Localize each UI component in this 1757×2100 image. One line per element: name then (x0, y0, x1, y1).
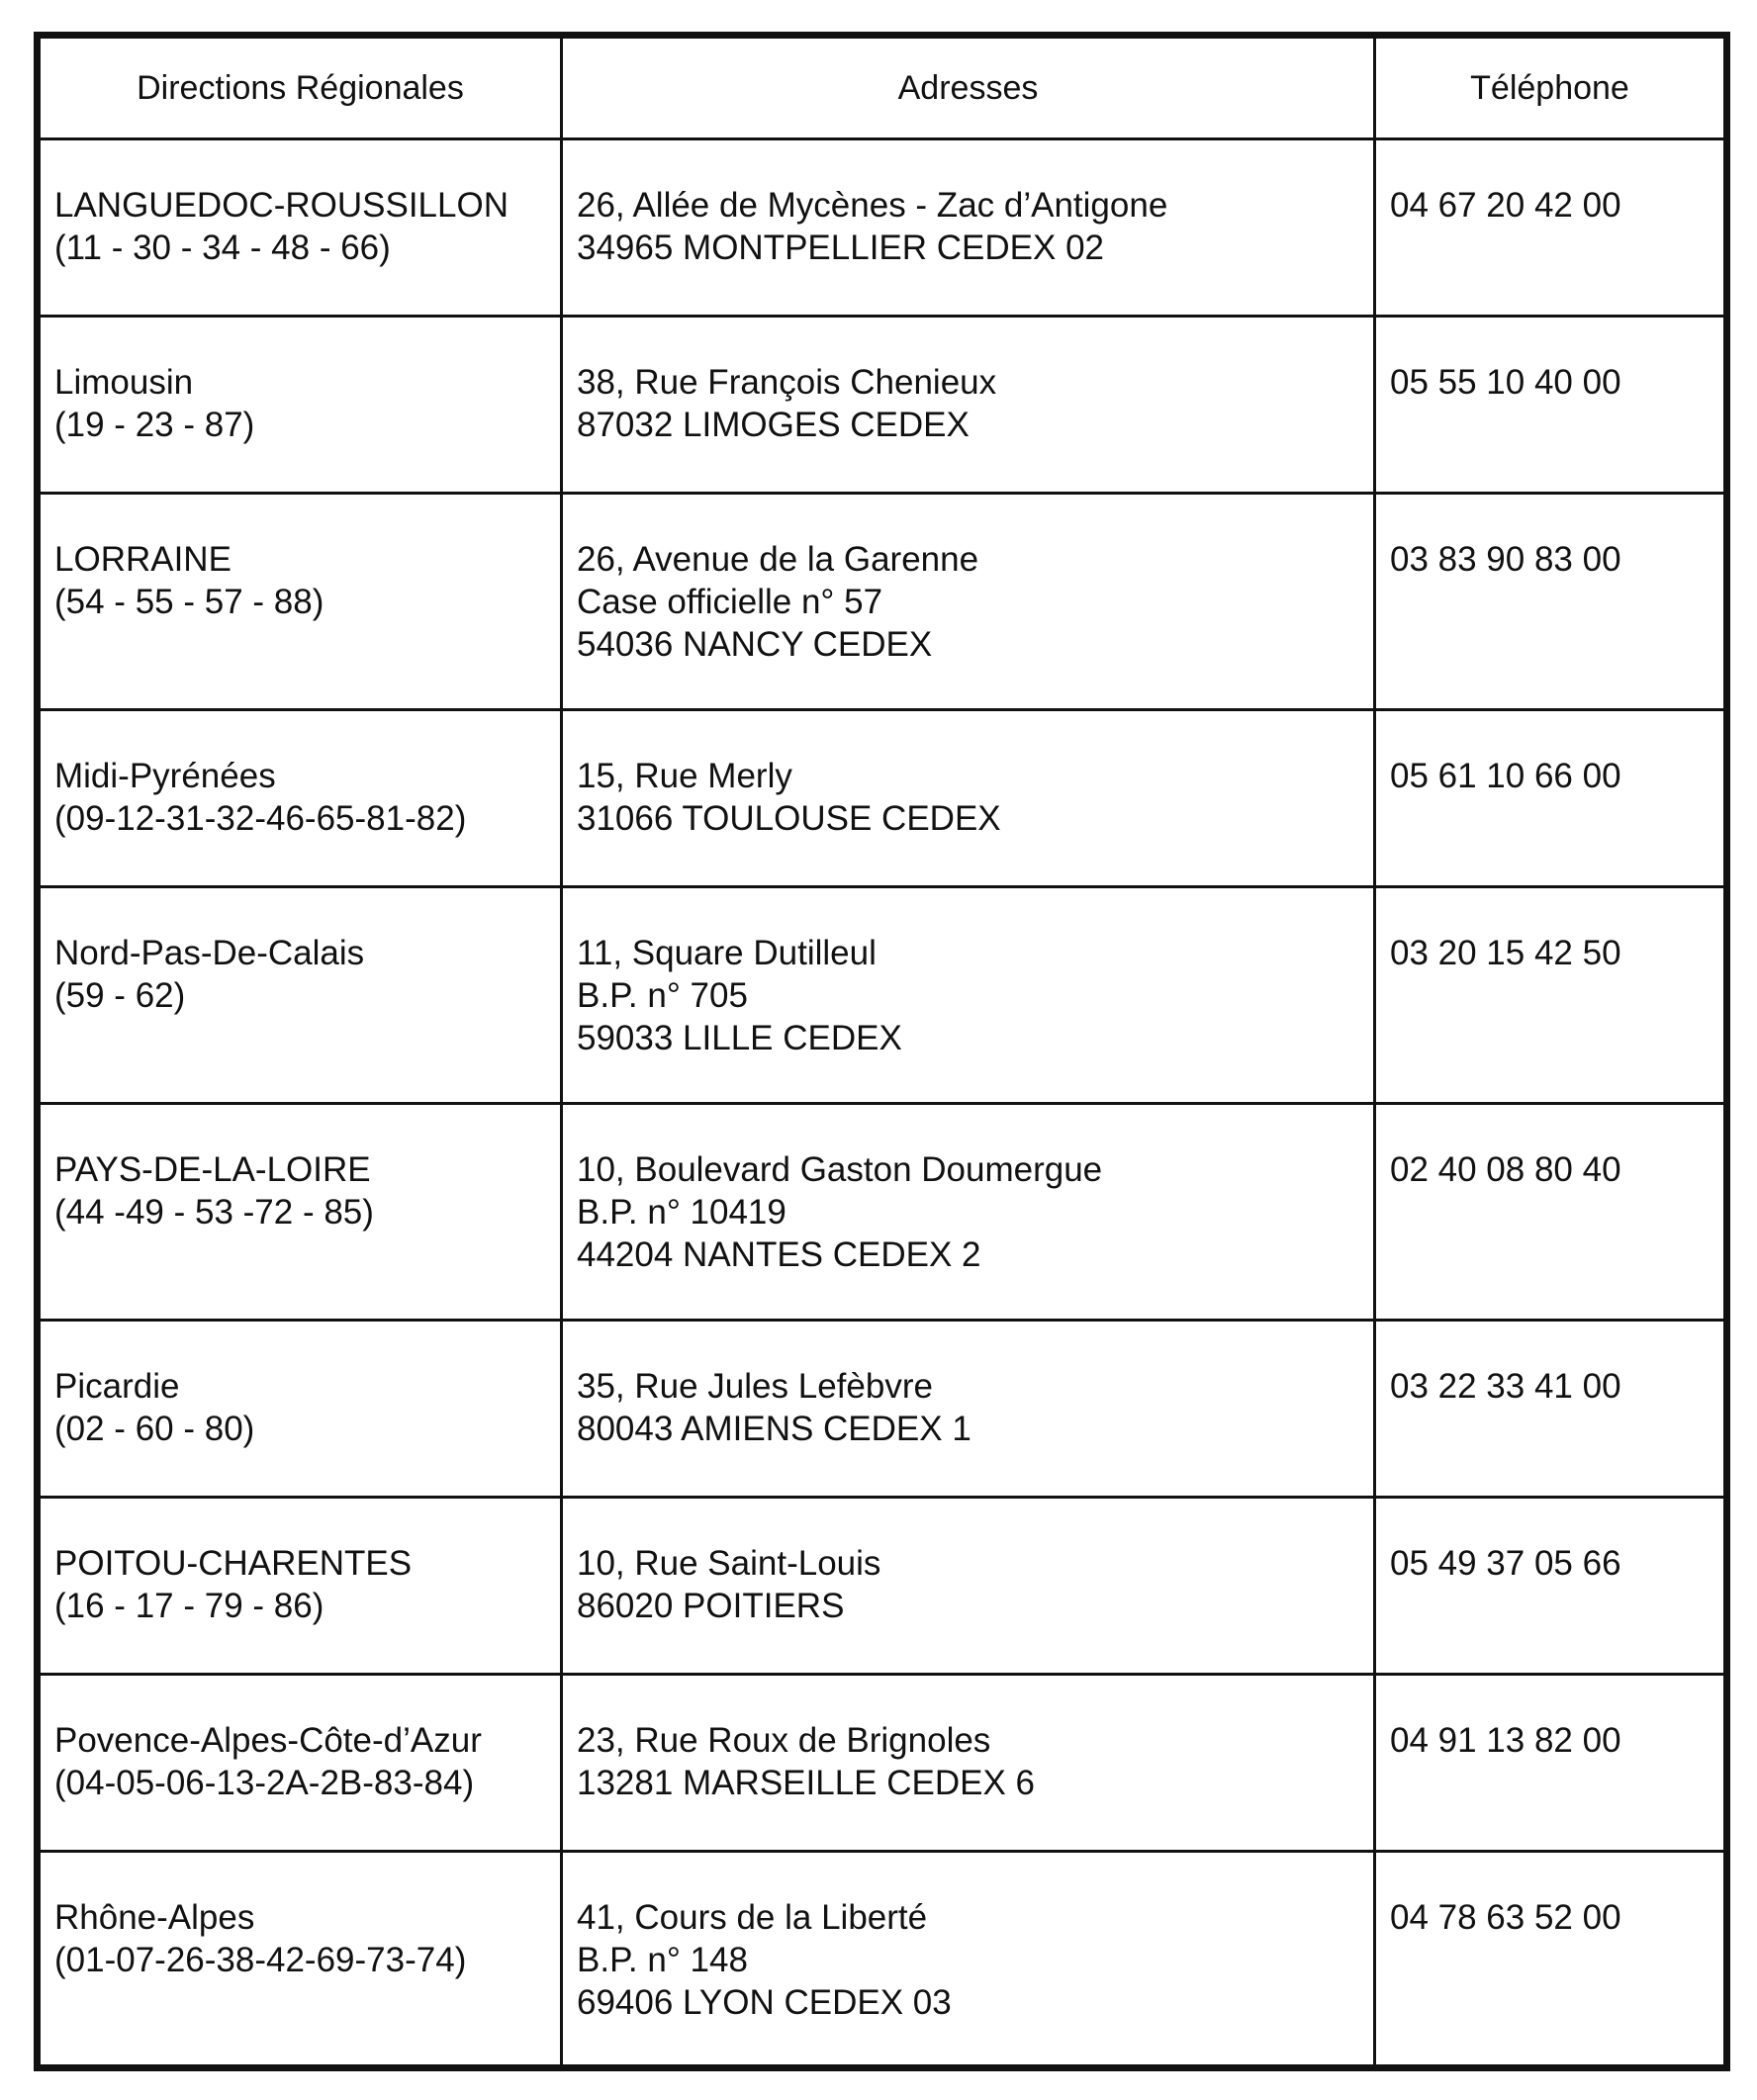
address-line: 13281 MARSEILLE CEDEX 6 (577, 1764, 1036, 1802)
address-line: 15, Rue Merly (577, 757, 792, 795)
region-departments: (44 -49 - 53 -72 - 85) (54, 1193, 374, 1232)
address-line: 26, Avenue de la Garenne (577, 540, 979, 579)
address-line: 44204 NANTES CEDEX 2 (577, 1235, 981, 1274)
region-name: Povence-Alpes-Côte-d’Azur (54, 1721, 482, 1760)
region-departments: (04-05-06-13-2A-2B-83-84) (54, 1764, 475, 1802)
table-row (38, 494, 1727, 710)
region-departments: (11 - 30 - 34 - 48 - 66) (54, 228, 391, 267)
region-name: LANGUEDOC-ROUSSILLON (54, 186, 509, 225)
region-cell (38, 1498, 562, 1675)
table-row (38, 317, 1727, 494)
phone-number: 03 83 90 83 00 (1390, 540, 1621, 579)
table-row (38, 887, 1727, 1104)
address-cell (562, 710, 1375, 887)
table-row (38, 1321, 1727, 1498)
region-name: PAYS-DE-LA-LOIRE (54, 1150, 371, 1189)
region-cell (38, 1675, 562, 1852)
phone-number: 03 20 15 42 50 (1390, 934, 1621, 972)
phone-cell (1375, 1104, 1727, 1321)
address-cell (562, 494, 1375, 710)
region-departments: (19 - 23 - 87) (54, 406, 255, 444)
address-line: 59033 LILLE CEDEX (577, 1019, 902, 1057)
address-cell (562, 1104, 1375, 1321)
region-cell (38, 710, 562, 887)
table-row (38, 710, 1727, 887)
region-cell (38, 1104, 562, 1321)
table-row (38, 1104, 1727, 1321)
address-line: B.P. n° 10419 (577, 1193, 786, 1232)
phone-cell (1375, 139, 1727, 317)
column-header-adresses: Adresses (562, 36, 1375, 139)
address-line: B.P. n° 705 (577, 976, 748, 1015)
phone-number: 02 40 08 80 40 (1390, 1150, 1621, 1189)
region-name: Picardie (54, 1367, 180, 1406)
regional-directions-table (34, 32, 1730, 2071)
address-line: 26, Allée de Mycènes - Zac d’Antigone (577, 186, 1168, 225)
region-cell (38, 1852, 562, 2068)
region-departments: (02 - 60 - 80) (54, 1410, 255, 1448)
address-cell (562, 1498, 1375, 1675)
address-cell (562, 887, 1375, 1104)
address-line: 38, Rue François Chenieux (577, 363, 997, 402)
region-name: Nord-Pas-De-Calais (54, 934, 365, 972)
address-line: 10, Boulevard Gaston Doumergue (577, 1150, 1103, 1189)
phone-cell (1375, 710, 1727, 887)
address-line: Case officielle n° 57 (577, 583, 883, 621)
phone-number: 04 91 13 82 00 (1390, 1721, 1621, 1760)
region-cell (38, 317, 562, 494)
phone-number: 05 55 10 40 00 (1390, 363, 1621, 402)
phone-cell (1375, 494, 1727, 710)
address-line: 41, Cours de la Liberté (577, 1898, 928, 1937)
address-cell (562, 1321, 1375, 1498)
region-departments: (09-12-31-32-46-65-81-82) (54, 799, 467, 838)
address-line: 69406 LYON CEDEX 03 (577, 1983, 952, 2022)
phone-cell (1375, 1852, 1727, 2068)
table-row (38, 1852, 1727, 2068)
region-name: Midi-Pyrénées (54, 757, 276, 795)
region-departments: (59 - 62) (54, 976, 186, 1015)
address-line: 54036 NANCY CEDEX (577, 625, 933, 664)
address-line: 80043 AMIENS CEDEX 1 (577, 1410, 971, 1448)
column-header-directions: Directions Régionales (38, 36, 562, 139)
region-cell (38, 494, 562, 710)
address-line: 10, Rue Saint-Louis (577, 1544, 881, 1583)
address-line: 35, Rue Jules Lefèbvre (577, 1367, 933, 1406)
address-line: 31066 TOULOUSE CEDEX (577, 799, 1001, 838)
phone-cell (1375, 887, 1727, 1104)
phone-number: 04 67 20 42 00 (1390, 186, 1621, 225)
table-row (38, 1498, 1727, 1675)
phone-number: 04 78 63 52 00 (1390, 1898, 1621, 1937)
phone-cell (1375, 1675, 1727, 1852)
address-cell (562, 1675, 1375, 1852)
address-line: 86020 POITIERS (577, 1587, 845, 1625)
address-cell (562, 139, 1375, 317)
table-row (38, 1675, 1727, 1852)
region-departments: (01-07-26-38-42-69-73-74) (54, 1941, 467, 1979)
phone-cell (1375, 1498, 1727, 1675)
column-header-telephone: Téléphone (1375, 36, 1727, 139)
region-name: LORRAINE (54, 540, 231, 579)
region-cell (38, 1321, 562, 1498)
address-cell (562, 1852, 1375, 2068)
table-row (38, 139, 1727, 317)
address-line: 87032 LIMOGES CEDEX (577, 406, 970, 444)
address-line: 23, Rue Roux de Brignoles (577, 1721, 991, 1760)
region-name: Limousin (54, 363, 194, 402)
address-line: 11, Square Dutilleul (577, 934, 877, 972)
phone-number: 05 61 10 66 00 (1390, 757, 1621, 795)
region-cell (38, 887, 562, 1104)
region-name: POITOU-CHARENTES (54, 1544, 413, 1583)
table-header-row (38, 36, 1727, 139)
region-departments: (16 - 17 - 79 - 86) (54, 1587, 324, 1625)
region-departments: (54 - 55 - 57 - 88) (54, 583, 324, 621)
phone-cell (1375, 317, 1727, 494)
table-body (38, 139, 1727, 2068)
region-cell (38, 139, 562, 317)
phone-cell (1375, 1321, 1727, 1498)
address-cell (562, 317, 1375, 494)
phone-number: 05 49 37 05 66 (1390, 1544, 1621, 1583)
address-line: B.P. n° 148 (577, 1941, 748, 1979)
region-name: Rhône-Alpes (54, 1898, 255, 1937)
phone-number: 03 22 33 41 00 (1390, 1367, 1621, 1406)
address-line: 34965 MONTPELLIER CEDEX 02 (577, 228, 1105, 267)
